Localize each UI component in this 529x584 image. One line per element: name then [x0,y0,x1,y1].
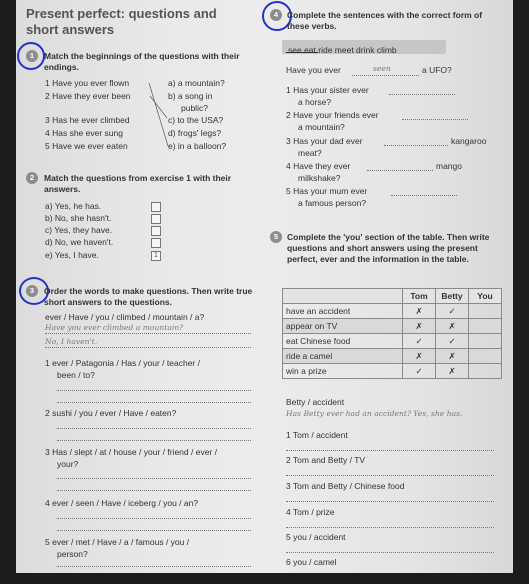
exercise-2-instruction: Match the questions from exercise 1 with their answers. [44,173,232,194]
ex1-left-item: 3 Has he ever climbed [45,115,130,125]
betty-cell: ✗ [436,319,469,334]
answer-box[interactable] [151,214,161,224]
ex1-right-item: b) a song in [168,91,213,101]
ex4-item: 1 Has your sister ever [286,85,369,95]
ex3-item: person? [57,549,88,559]
answer-line[interactable] [57,478,251,479]
ex3-item: your? [57,459,79,469]
ex1-right-item: a) a mountain? [168,78,225,88]
answer-line[interactable] [384,145,448,146]
answer-line[interactable] [57,390,251,391]
ex3-item: been / to? [57,370,95,380]
pencil-match-line [149,83,168,146]
ex2-answer: e) Yes, I have. [45,250,99,260]
ex1-right-item: c) to the USA? [168,115,224,125]
activity-table [282,288,502,379]
ex5-item: 3 Tom and Betty / Chinese food [286,481,405,491]
exercise-4-instruction: Complete the sentences with the correct form of these verbs. [287,10,483,31]
table-row [283,304,502,319]
tom-cell: ✗ [403,319,436,334]
answer-line[interactable] [367,170,433,171]
table-header-row [283,289,502,304]
answer-line[interactable] [286,527,494,528]
tom-cell: ✓ [403,364,436,379]
ex4-item: kangaroo [451,136,487,146]
betty-cell: ✗ [436,364,469,379]
ex1-right-item: d) frogs' legs? [168,128,222,138]
ex4-example-fill: seen [373,64,391,73]
ex5-item: 6 you / camel [286,557,337,567]
activity-cell: have an accident [283,304,403,319]
table-row [283,364,502,379]
answer-box[interactable] [151,238,161,248]
activity-cell: ride a camel [283,349,403,364]
ex4-item: 3 Has your dad ever [286,136,363,146]
exercise-2-number: 2 [26,172,38,184]
ex5-item: 5 you / accident [286,532,346,542]
ex1-left-item: 1 Have you ever flown [45,78,130,88]
ex1-left-item: 4 Has she ever sung [45,128,123,138]
exercise-4-number: 4 [270,9,282,21]
worksheet-page [16,0,513,573]
ex4-item: a mountain? [298,122,345,132]
answer-box[interactable] [151,226,161,236]
ex4-item: milkshake? [298,173,341,183]
answer-line[interactable] [57,530,251,531]
ex4-item: 4 Have they ever [286,161,351,171]
exercise-5-number: 5 [270,231,282,243]
answer-line[interactable] [402,119,468,120]
you-cell[interactable] [469,364,502,379]
activity-cell: eat Chinese food [283,334,403,349]
betty-cell: ✓ [436,304,469,319]
answer-line [45,347,251,348]
table-header: Betty [436,289,469,304]
answer-line[interactable] [389,94,455,95]
ex3-item: 3 Has / slept / at / house / your / friend / ever / [45,447,217,457]
answer-line[interactable] [286,552,494,553]
you-cell[interactable] [469,349,502,364]
ex5-item: 4 Tom / prize [286,507,335,517]
verb-strikethrough [286,52,318,53]
ex2-answer: c) Yes, they have. [45,225,113,235]
tom-cell: ✗ [403,304,436,319]
ex4-item: mango [436,161,462,171]
activity-cell: win a prize [283,364,403,379]
ex1-right-item: public? [181,103,208,113]
ex3-item: 1 ever / Patagonia / Has / your / teacher / [45,358,200,368]
ex3-example: ever / Have / you / climbed / mountain / a? [45,312,205,322]
ex4-item: a famous person? [298,198,367,208]
ex1-left-item: 5 Have we ever eaten [45,141,128,151]
table-header: You [469,289,502,304]
answer-line[interactable] [391,195,457,196]
verb-list: see eat ride meet drink climb [288,45,397,55]
answer-line[interactable] [286,475,494,476]
ex3-example-answer: Have you ever climbed a mountain? [45,323,184,332]
you-cell[interactable] [469,319,502,334]
ex4-example: Have you ever [286,65,341,75]
exercise-3-number: 3 [26,285,38,297]
ex1-right-item: e) in a balloon? [168,141,227,151]
answer-line[interactable] [57,440,251,441]
answer-box[interactable]: 1 [151,251,161,261]
ex5-example-answer: Has Betty ever had an accident? Yes, she has. [286,409,463,418]
ex2-answer: d) No, we haven't. [45,237,114,247]
ex4-item: 2 Have your friends ever [286,110,379,120]
ex3-item: 4 ever / seen / Have / iceberg / you / an? [45,498,199,508]
tom-cell: ✗ [403,349,436,364]
answer-line[interactable] [57,490,251,491]
ex3-example-answer: No, I haven't. [45,337,98,346]
ex4-item: a horse? [298,97,332,107]
answer-line [352,75,419,76]
you-cell[interactable] [469,334,502,349]
answer-line[interactable] [286,501,494,502]
table-row [283,319,502,334]
answer-box[interactable] [151,202,161,212]
ex3-item: 2 sushi / you / ever / Have / eaten? [45,408,177,418]
ex3-item: 5 ever / met / Have / a / famous / you / [45,537,190,547]
ex5-example: Betty / accident [286,397,345,407]
exercise-1-instruction: Match the beginnings of the questions with their endings. [44,51,240,72]
page-title: Present perfect: questions and short answers [26,6,217,37]
ex4-example: a UFO? [422,65,452,75]
ex2-answer: b) No, she hasn't. [45,213,112,223]
activity-cell: appear on TV [283,319,403,334]
ex2-answer: a) Yes, he has. [45,201,102,211]
table-row [283,349,502,364]
answer-line[interactable] [57,566,251,567]
table-header: Tom [403,289,436,304]
ex4-item: 5 Has your mum ever [286,186,368,196]
ex1-left-item: 2 Have they ever been [45,91,131,101]
answer-line [45,333,251,334]
exercise-5-instruction: Complete the 'you' section of the table. Then write questions and short answers using the present perfect, ever and the information in the table. [287,232,490,264]
ex1-pencil-lines [16,0,276,160]
answer-line[interactable] [57,518,251,519]
betty-cell: ✓ [436,334,469,349]
ex5-item: 1 Tom / accident [286,430,348,440]
table-header [283,289,403,304]
betty-cell: ✗ [436,349,469,364]
exercise-1-number: 1 [26,50,38,62]
ex4-item: meat? [298,148,322,158]
answer-line[interactable] [57,402,251,403]
answer-line[interactable] [57,428,251,429]
exercise-3-instruction: Order the words to make questions. Then write true short answers to the questions. [44,286,253,307]
ex5-item: 2 Tom and Betty / TV [286,455,366,465]
tom-cell: ✓ [403,334,436,349]
table-row [283,334,502,349]
answer-line[interactable] [286,450,494,451]
you-cell[interactable] [469,304,502,319]
